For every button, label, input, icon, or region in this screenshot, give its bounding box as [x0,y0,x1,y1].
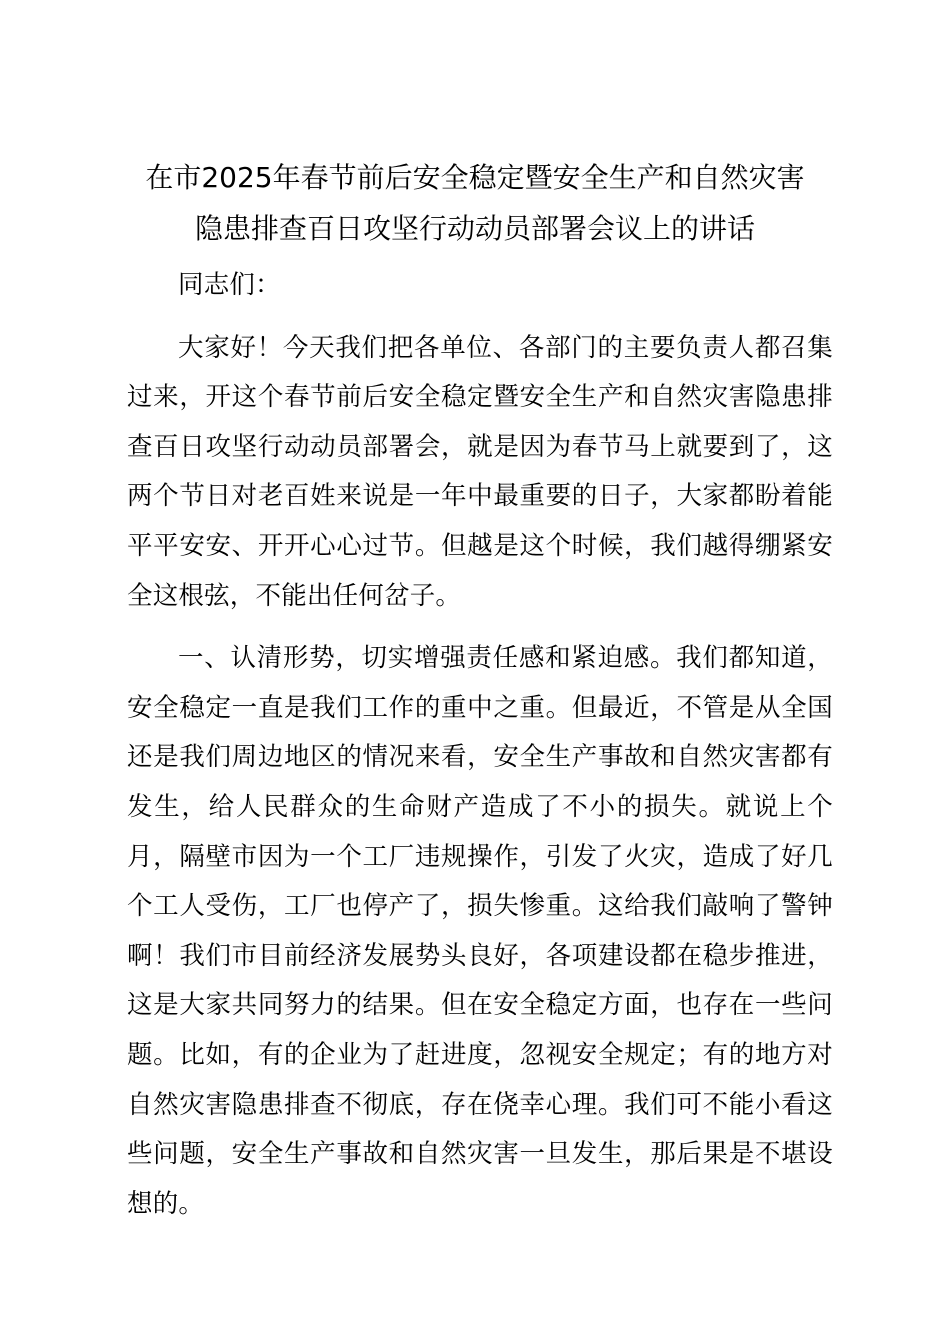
document-title-line1: 在市2025年春节前后安全稳定暨安全生产和自然灾害 [145,161,805,194]
paragraph-1: 大家好！今天我们把各单位、各部门的主要负责人都召集过来，开这个春节前后安全稳定暨安全生产和自然灾害隐患排查百日攻坚行动动员部署会，就是因为春节马上就要到了，这两个节日对老百姓来说是一年中最重要的日子，大家都盼着能平平安安、开开心心过节。但越是这个时候，我们越得绷紧安全这根弦，不能出任何岔子。 [127,332,833,611]
document-body [127,261,833,1229]
salutation: 同志们： [178,270,281,300]
paragraph-2: 一、认清形势，切实增强责任感和紧迫感。我们都知道，安全稳定一直是我们工作的重中之重。但最近，不管是从全国还是我们周边地区的情况来看，安全生产事故和自然灾害都有发生，给人民群众的生命财产造成了不小的损失。就说上个月，隔壁市因为一个工厂违规操作，引发了火灾，造成了好几个工人受伤，工厂也停产了，损失惨重。这给我们敲响了警钟啊！我们市目前经济发展势头良好，各项建设都在稳步推进，这是大家共同努力的结果。但在安全稳定方面，也存在一些问题。比如，有的企业为了赶进度，忽视安全规定；有的地方对自然灾害隐患排查不彻底，存在侥幸心理。我们可不能小看这些问题，安全生产事故和自然灾害一旦发生，那后果是不堪设想的。 [127,643,833,1219]
document-title-line2: 隐患排查百日攻坚行动动员部署会议上的讲话 [194,212,755,245]
